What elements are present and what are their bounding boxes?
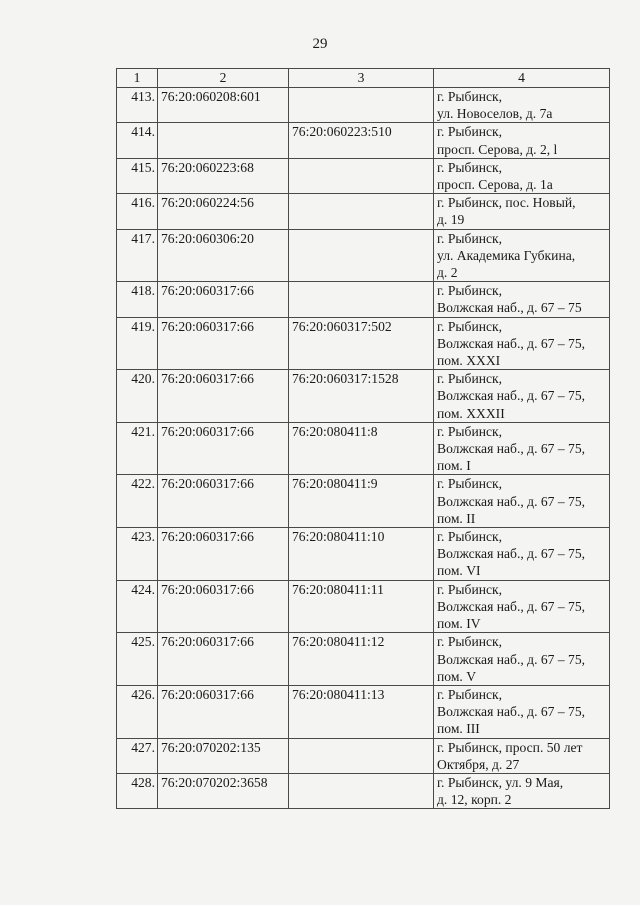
address-line: г. Рыбинск, [437,686,503,702]
cadastral-number-object: 76:20:080411:10 [289,528,434,581]
table-row [117,633,610,686]
address-line: ул. Академика Губкина, [437,247,576,263]
address-cell [434,633,610,686]
address-cell [434,158,610,193]
address-line: г. Рыбинск, [437,423,503,439]
address-line: Волжская наб., д. 67 – 75 [437,300,582,316]
address-cell [434,123,610,158]
cadastral-number-object: 76:20:080411:11 [289,580,434,633]
address-line: просп. Серова, д. 2, l [437,141,558,157]
cadastral-number-object: 76:20:060223:510 [289,123,434,158]
address-cell [434,229,610,282]
address-line: г. Рыбинск, [437,529,503,545]
cadastral-number-land: 76:20:060317:66 [158,633,289,686]
row-number: 425. [117,633,158,686]
address-line: Волжская наб., д. 67 – 75, [437,493,586,509]
table-row [117,229,610,282]
address-line: Волжская наб., д. 67 – 75, [437,441,586,457]
address-line: г. Рыбинск, [437,581,503,597]
table-row [117,422,610,475]
cadastral-number-land: 76:20:060317:66 [158,685,289,738]
address-cell [434,475,610,528]
cadastral-number-object [289,773,434,808]
address-line: Волжская наб., д. 67 – 75, [437,546,586,562]
row-number: 415. [117,158,158,193]
address-line: г. Рыбинск, просп. 50 лет [437,739,583,755]
address-cell [434,88,610,123]
table-row [117,88,610,123]
cadastral-number-land: 76:20:060317:66 [158,422,289,475]
address-line: г. Рыбинск, [437,159,503,175]
row-number: 426. [117,685,158,738]
address-line: г. Рыбинск, [437,634,503,650]
address-cell [434,773,610,808]
cadastral-number-land: 76:20:060306:20 [158,229,289,282]
row-number: 418. [117,282,158,317]
address-line: Волжская наб., д. 67 – 75, [437,704,586,720]
address-line: г. Рыбинск, [437,89,503,104]
header-col-2: 2 [158,69,289,88]
address-line: просп. Серова, д. 1а [437,177,553,193]
cadastral-number-land: 76:20:070202:135 [158,738,289,773]
cadastral-number-object: 76:20:080411:8 [289,422,434,475]
row-number: 416. [117,194,158,229]
cadastral-number-land: 76:20:060317:66 [158,282,289,317]
address-cell [434,738,610,773]
address-line: Волжская наб., д. 67 – 75, [437,598,586,614]
address-line: пом. IV [437,616,481,632]
cadastral-number-land: 76:20:060224:56 [158,194,289,229]
address-line: Волжская наб., д. 67 – 75, [437,335,586,351]
cadastral-number-object [289,282,434,317]
address-cell [434,528,610,581]
table-row [117,282,610,317]
header-col-4: 4 [434,69,610,88]
table-body [117,88,610,809]
address-line: Волжская наб., д. 67 – 75, [437,388,586,404]
address-line: г. Рыбинск, [437,476,503,492]
cadastral-number-object [289,229,434,282]
address-line: Волжская наб., д. 67 – 75, [437,651,586,667]
header-row [117,69,610,88]
table-row [117,158,610,193]
address-line: г. Рыбинск, [437,230,503,246]
address-cell [434,370,610,423]
address-line: пом. I [437,458,471,474]
address-line: Октября, д. 27 [437,756,520,772]
row-number: 419. [117,317,158,370]
address-cell [434,194,610,229]
row-number: 420. [117,370,158,423]
table-row [117,528,610,581]
cadastral-number-object [289,738,434,773]
cadastral-number-object: 76:20:080411:13 [289,685,434,738]
address-line: пом. II [437,510,476,526]
row-number: 427. [117,738,158,773]
address-line: ул. Новоселов, д. 7а [437,106,553,122]
row-number: 423. [117,528,158,581]
address-line: г. Рыбинск, [437,318,503,334]
address-line: д. 19 [437,212,465,228]
table-row [117,738,610,773]
registry-table [116,68,610,809]
cadastral-number-object: 76:20:060317:1528 [289,370,434,423]
address-line: г. Рыбинск, [437,283,503,299]
address-cell [434,580,610,633]
cadastral-number-land: 76:20:060317:66 [158,317,289,370]
header-col-1: 1 [117,69,158,88]
cadastral-number-land: 76:20:060317:66 [158,580,289,633]
table-row [117,580,610,633]
table-row [117,685,610,738]
row-number: 422. [117,475,158,528]
cadastral-number-land: 76:20:060317:66 [158,528,289,581]
cadastral-number-land [158,123,289,158]
cadastral-number-land: 76:20:060317:66 [158,475,289,528]
table-row [117,123,610,158]
address-line: д. 12, корп. 2 [437,792,512,808]
table-row [117,773,610,808]
address-cell [434,685,610,738]
row-number: 413. [117,88,158,123]
cadastral-number-land: 76:20:070202:3658 [158,773,289,808]
address-line: д. 2 [437,265,458,281]
cadastral-number-object [289,158,434,193]
address-line: г. Рыбинск, ул. 9 Мая, [437,774,564,790]
row-number: 424. [117,580,158,633]
address-line: г. Рыбинск, [437,371,503,387]
address-line: пом. V [437,668,477,684]
table-row [117,317,610,370]
address-cell [434,317,610,370]
cadastral-number-land: 76:20:060208:601 [158,88,289,123]
cadastral-number-land: 76:20:060223:68 [158,158,289,193]
row-number: 414. [117,123,158,158]
table-header [117,69,610,88]
cadastral-number-object: 76:20:080411:9 [289,475,434,528]
header-col-3: 3 [289,69,434,88]
address-line: пом. VI [437,563,481,579]
page-number: 29 [312,36,328,52]
address-line: г. Рыбинск, [437,124,503,140]
cadastral-number-object [289,194,434,229]
row-number: 428. [117,773,158,808]
table-row [117,194,610,229]
row-number: 421. [117,422,158,475]
address-cell [434,422,610,475]
address-line: г. Рыбинск, пос. Новый, [437,195,576,211]
table-row [117,475,610,528]
address-line: пом. XXXI [437,353,501,369]
cadastral-number-object [289,88,434,123]
cadastral-number-land: 76:20:060317:66 [158,370,289,423]
cadastral-number-object: 76:20:060317:502 [289,317,434,370]
row-number: 417. [117,229,158,282]
address-line: пом. XXXII [437,405,505,421]
table-row [117,370,610,423]
cadastral-number-object: 76:20:080411:12 [289,633,434,686]
address-cell [434,282,610,317]
address-line: пом. III [437,721,480,737]
